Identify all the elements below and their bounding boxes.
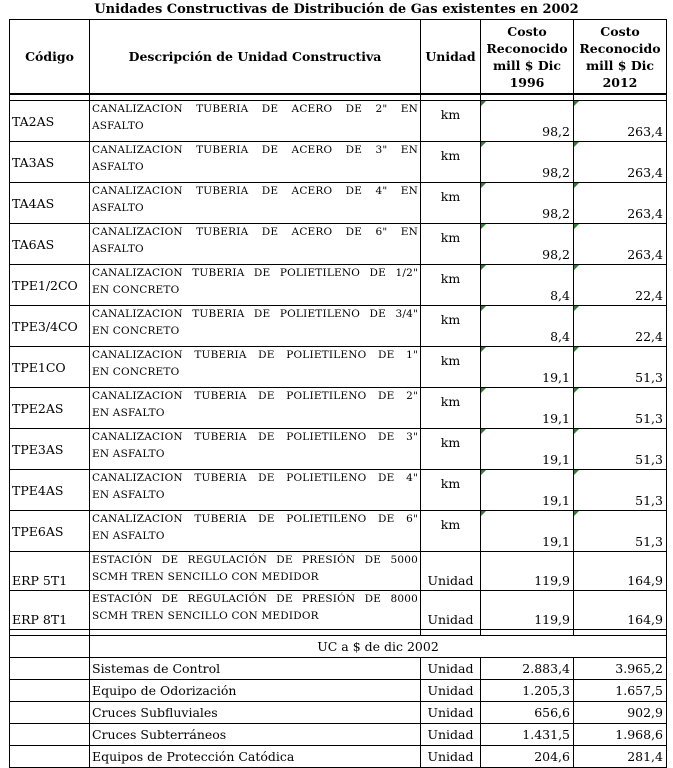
cost-1996 xyxy=(481,511,574,552)
unit-measure: Unidad xyxy=(421,591,481,630)
unit-description: Cruces Subfluviales xyxy=(90,702,421,724)
cost-2012: 281,4 xyxy=(574,746,667,768)
table-row xyxy=(10,552,667,591)
cost-1996 xyxy=(481,183,574,224)
table-row xyxy=(10,265,667,306)
unit-measure: Unidad xyxy=(421,552,481,591)
cell-marker xyxy=(574,101,579,106)
description-line: EN ASFALTO xyxy=(92,448,165,460)
cost-1996 xyxy=(481,265,574,306)
cost-2012: 3.965,2 xyxy=(574,658,667,680)
unit-code: TA6AS xyxy=(10,224,90,265)
description-line: CANALIZACION TUBERIA DE POLIETILENO DE 3" xyxy=(92,431,418,443)
cell-marker xyxy=(481,429,486,434)
unit-measure: km xyxy=(421,429,481,470)
cost-1996: 656,6 xyxy=(481,702,574,724)
unit-code: TPE1CO xyxy=(10,347,90,388)
description-line: SCMH TREN SENCILLO CON MEDIDOR xyxy=(92,571,319,583)
cost-2012 xyxy=(574,101,667,142)
unit-measure: km xyxy=(421,265,481,306)
cost-1996: 2.883,4 xyxy=(481,658,574,680)
unit-measure: Unidad xyxy=(421,658,481,680)
unit-measure: km xyxy=(421,224,481,265)
cost-2012 xyxy=(574,470,667,511)
section-code-cell xyxy=(10,702,90,724)
gas-distribution-units-table xyxy=(9,19,667,768)
unit-code: ERP 8T1 xyxy=(10,591,90,630)
header-codigo: Código xyxy=(10,20,90,95)
cost-value: 98,2 xyxy=(542,165,570,180)
unit-code: TPE6AS xyxy=(10,511,90,552)
unit-description xyxy=(90,101,421,142)
cost-1996 xyxy=(481,470,574,511)
cost-value: 19,1 xyxy=(542,411,570,426)
table-row xyxy=(10,680,667,702)
table-row xyxy=(10,347,667,388)
description-line: EN ASFALTO xyxy=(92,489,165,501)
unit-measure: km xyxy=(421,101,481,142)
table-row xyxy=(10,702,667,724)
description-line: EN ASFALTO xyxy=(92,407,165,419)
section-label: UC a $ de dic 2002 xyxy=(90,636,667,658)
unit-code: TPE3/4CO xyxy=(10,306,90,347)
table-row xyxy=(10,388,667,429)
cell-marker xyxy=(574,224,579,229)
header-unidad: Unidad xyxy=(421,20,481,95)
unit-description xyxy=(90,265,421,306)
section-code-cell xyxy=(10,724,90,746)
cost-2012: 1.657,5 xyxy=(574,680,667,702)
unit-code: TPE4AS xyxy=(10,470,90,511)
section-empty-cell xyxy=(10,636,90,658)
cost-value: 51,3 xyxy=(635,452,663,467)
description-line: CANALIZACION TUBERIA DE ACERO DE 4" EN xyxy=(92,185,418,197)
description-line: ASFALTO xyxy=(92,243,144,255)
cost-value: 119,9 xyxy=(534,612,570,627)
cell-marker xyxy=(481,265,486,270)
cell-marker xyxy=(574,429,579,434)
unit-measure: km xyxy=(421,142,481,183)
unit-description: Sistemas de Control xyxy=(90,658,421,680)
section-row xyxy=(10,636,667,658)
cost-value: 19,1 xyxy=(542,493,570,508)
cost-value: 8,4 xyxy=(550,288,570,303)
unit-description xyxy=(90,224,421,265)
header-descripcion: Descripción de Unidad Constructiva xyxy=(90,20,421,95)
cost-2012 xyxy=(574,552,667,591)
description-line: CANALIZACION TUBERIA DE ACERO DE 3" EN xyxy=(92,144,418,156)
unit-description: Equipos de Protección Catódica xyxy=(90,746,421,768)
description-line: CANALIZACION TUBERIA DE POLIETILENO DE 1/2" xyxy=(92,267,418,279)
unit-measure: km xyxy=(421,183,481,224)
header-costo-2012-line: mill $ Dic xyxy=(585,57,655,73)
unit-measure: km xyxy=(421,306,481,347)
unit-code: TPE3AS xyxy=(10,429,90,470)
cell-marker xyxy=(481,224,486,229)
cost-2012 xyxy=(574,224,667,265)
cost-value: 164,9 xyxy=(627,573,663,588)
description-line: ASFALTO xyxy=(92,202,144,214)
description-line: ESTACIÓN DE REGULACIÓN DE PRESIÓN DE 8000 xyxy=(92,593,418,605)
cell-marker xyxy=(574,306,579,311)
cell-marker xyxy=(481,183,486,188)
cell-marker xyxy=(574,183,579,188)
unit-description xyxy=(90,183,421,224)
cost-1996 xyxy=(481,306,574,347)
description-line: CANALIZACION TUBERIA DE POLIETILENO DE 2" xyxy=(92,390,418,402)
cost-1996: 1.205,3 xyxy=(481,680,574,702)
cell-marker xyxy=(574,511,579,516)
unit-description xyxy=(90,142,421,183)
cell-marker xyxy=(481,470,486,475)
header-costo-1996-line: 1996 xyxy=(509,74,545,90)
cost-2012 xyxy=(574,183,667,224)
description-line: EN ASFALTO xyxy=(92,530,165,542)
cost-1996: 204,6 xyxy=(481,746,574,768)
description-line: EN CONCRETO xyxy=(92,325,180,337)
description-line: ESTACIÓN DE REGULACIÓN DE PRESIÓN DE 5000 xyxy=(92,554,418,566)
unit-measure: Unidad xyxy=(421,724,481,746)
header-costo-2012-line: 2012 xyxy=(602,74,638,90)
unit-measure: km xyxy=(421,470,481,511)
cost-1996: 1.431,5 xyxy=(481,724,574,746)
cost-2012 xyxy=(574,306,667,347)
unit-description xyxy=(90,511,421,552)
unit-measure: Unidad xyxy=(421,702,481,724)
unit-measure: Unidad xyxy=(421,746,481,768)
section-code-cell xyxy=(10,680,90,702)
description-line: CANALIZACION TUBERIA DE POLIETILENO DE 3/4" xyxy=(92,308,418,320)
description-line: SCMH TREN SENCILLO CON MEDIDOR xyxy=(92,610,319,622)
table-row xyxy=(10,183,667,224)
cell-marker xyxy=(574,470,579,475)
cost-value: 263,4 xyxy=(627,165,663,180)
cell-marker xyxy=(481,306,486,311)
cost-1996 xyxy=(481,101,574,142)
cell-marker xyxy=(481,347,486,352)
cost-value: 98,2 xyxy=(542,124,570,139)
description-line: ASFALTO xyxy=(92,161,144,173)
cell-marker xyxy=(481,101,486,106)
cost-2012 xyxy=(574,347,667,388)
header-costo-1996-line: Reconocido xyxy=(486,40,568,56)
cost-1996 xyxy=(481,142,574,183)
unit-code: TPE2AS xyxy=(10,388,90,429)
cost-value: 263,4 xyxy=(627,124,663,139)
table-row xyxy=(10,142,667,183)
table-row xyxy=(10,429,667,470)
table-row xyxy=(10,746,667,768)
cost-value: 8,4 xyxy=(550,329,570,344)
unit-code: TA2AS xyxy=(10,101,90,142)
header-costo-2012 xyxy=(574,20,667,95)
cost-value: 51,3 xyxy=(635,534,663,549)
cell-marker xyxy=(574,265,579,270)
cell-marker xyxy=(481,388,486,393)
cost-1996 xyxy=(481,347,574,388)
cost-value: 19,1 xyxy=(542,452,570,467)
cell-marker xyxy=(574,388,579,393)
section-code-cell xyxy=(10,658,90,680)
cost-value: 263,4 xyxy=(627,206,663,221)
cost-1996 xyxy=(481,388,574,429)
cost-2012 xyxy=(574,591,667,630)
cost-value: 19,1 xyxy=(542,370,570,385)
description-line: ASFALTO xyxy=(92,120,144,132)
unit-code: ERP 5T1 xyxy=(10,552,90,591)
unit-description: Equipo de Odorización xyxy=(90,680,421,702)
cost-value: 19,1 xyxy=(542,534,570,549)
cost-2012 xyxy=(574,511,667,552)
cost-value: 22,4 xyxy=(635,329,663,344)
cost-value: 51,3 xyxy=(635,411,663,426)
cost-value: 98,2 xyxy=(542,247,570,262)
cell-marker xyxy=(481,142,486,147)
cost-1996 xyxy=(481,224,574,265)
description-line: EN CONCRETO xyxy=(92,284,180,296)
header-costo-2012-line: Costo xyxy=(600,23,640,39)
unit-code: TPE1/2CO xyxy=(10,265,90,306)
unit-description xyxy=(90,347,421,388)
table-row xyxy=(10,724,667,746)
unit-description xyxy=(90,429,421,470)
table-row xyxy=(10,101,667,142)
header-costo-1996-line: Costo xyxy=(507,23,547,39)
unit-code: TA3AS xyxy=(10,142,90,183)
unit-measure: km xyxy=(421,388,481,429)
cost-1996 xyxy=(481,591,574,630)
description-line: CANALIZACION TUBERIA DE POLIETILENO DE 6" xyxy=(92,513,418,525)
unit-description xyxy=(90,388,421,429)
description-line: CANALIZACION TUBERIA DE ACERO DE 6" EN xyxy=(92,226,418,238)
unit-code: TA4AS xyxy=(10,183,90,224)
table-row xyxy=(10,470,667,511)
cost-2012 xyxy=(574,388,667,429)
header-costo-1996 xyxy=(481,20,574,95)
table-row xyxy=(10,591,667,630)
table-row xyxy=(10,511,667,552)
table-title: Unidades Constructivas de Distribución de Gas existentes en 2002 xyxy=(94,2,579,17)
unit-description xyxy=(90,306,421,347)
description-line: CANALIZACION TUBERIA DE POLIETILENO DE 4" xyxy=(92,472,418,484)
cost-value: 119,9 xyxy=(534,573,570,588)
cost-value: 51,3 xyxy=(635,370,663,385)
cell-marker xyxy=(574,347,579,352)
header-row xyxy=(10,20,667,95)
description-line: EN CONCRETO xyxy=(92,366,180,378)
description-line: CANALIZACION TUBERIA DE ACERO DE 2" EN xyxy=(92,103,418,115)
unit-measure: km xyxy=(421,511,481,552)
cost-2012: 1.968,6 xyxy=(574,724,667,746)
cost-2012 xyxy=(574,429,667,470)
header-costo-1996-line: mill $ Dic xyxy=(492,57,562,73)
table-row xyxy=(10,306,667,347)
cost-2012 xyxy=(574,142,667,183)
header-costo-2012-line: Reconocido xyxy=(579,40,661,56)
cost-value: 164,9 xyxy=(627,612,663,627)
unit-measure: Unidad xyxy=(421,680,481,702)
cost-value: 98,2 xyxy=(542,206,570,221)
cost-value: 22,4 xyxy=(635,288,663,303)
cost-value: 263,4 xyxy=(627,247,663,262)
unit-description xyxy=(90,591,421,630)
description-line: CANALIZACION TUBERIA DE POLIETILENO DE 1" xyxy=(92,349,418,361)
unit-measure: km xyxy=(421,347,481,388)
cell-marker xyxy=(481,511,486,516)
cost-1996 xyxy=(481,429,574,470)
table-row xyxy=(10,658,667,680)
unit-description xyxy=(90,470,421,511)
section-code-cell xyxy=(10,746,90,768)
cost-1996 xyxy=(481,552,574,591)
table-row xyxy=(10,224,667,265)
cost-value: 51,3 xyxy=(635,493,663,508)
cost-2012: 902,9 xyxy=(574,702,667,724)
unit-description xyxy=(90,552,421,591)
unit-description: Cruces Subterráneos xyxy=(90,724,421,746)
cost-2012 xyxy=(574,265,667,306)
cell-marker xyxy=(574,142,579,147)
